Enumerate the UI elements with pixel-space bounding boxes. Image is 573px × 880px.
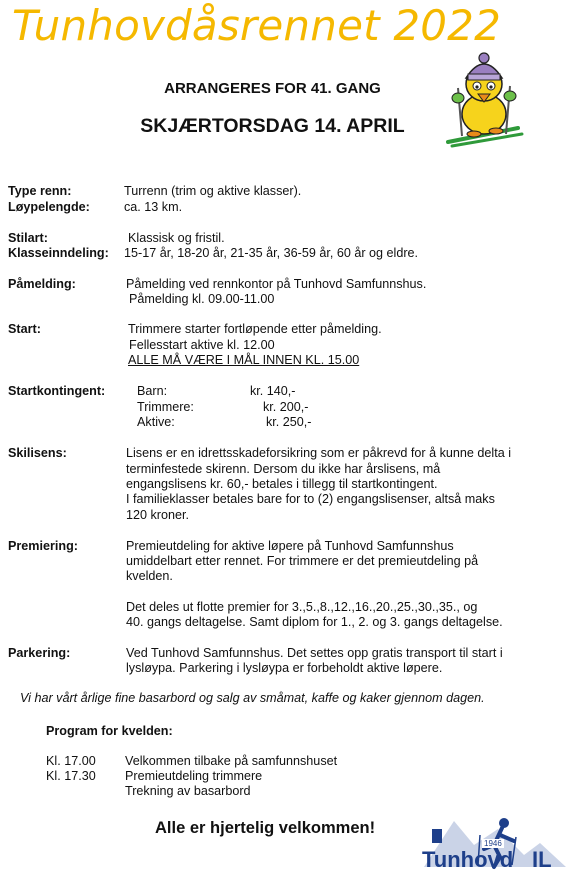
skilisens-line: Lisens er en idrettsskadeforsikring som er påkrevd for å kunne delta i: [126, 446, 512, 460]
loypelengde-value: ca. 13 km.: [124, 200, 183, 214]
closing-text: Alle er hjertelig velkommen!: [155, 819, 376, 837]
program-time: Kl. 17.30: [46, 769, 96, 783]
parkering-line: Ved Tunhovd Samfunnshus. Det settes opp gratis transport til start i: [126, 646, 503, 660]
start-deadline: ALLE MÅ VÆRE I MÅL INNEN KL. 15.00: [128, 353, 360, 367]
type-renn-label: Type renn:: [8, 184, 72, 198]
skilisens-line: I familieklasser betales bare for to (2) engangslisenser, altså maks: [126, 492, 495, 506]
pamelding-line: Påmelding kl. 09.00-11.00: [129, 292, 275, 306]
price-value: kr. 250,-: [266, 415, 312, 429]
price-name: Barn:: [137, 384, 168, 398]
skilisens-label: Skilisens:: [8, 446, 67, 460]
type-renn-value: Turrenn (trim og aktive klasser).: [124, 184, 302, 198]
program-time: Kl. 17.00: [46, 754, 96, 768]
skilisens-line: terminfestede skirenn. Dersom du ikke har årslisens, må: [126, 462, 441, 476]
page-title: Tunhovdåsrennet 2022: [12, 1, 502, 50]
premiering-line: 40. gangs deltagelse. Samt diplom for 1., 2. og 3. gangs deltagelse.: [126, 615, 503, 629]
subtitle-date: SKJÆRTORSDAG 14. APRIL: [140, 115, 405, 137]
logo-suffix: IL: [532, 847, 552, 872]
premiering-line: Det deles ut flotte premier for 3.,5.,8.,12.,16.,20.,25.,30.,35., og: [126, 600, 478, 614]
price-name: Aktive:: [137, 415, 175, 429]
loypelengde-label: Løypelengde:: [8, 200, 90, 214]
stilart-value: Klassisk og fristil.: [128, 231, 225, 245]
program-heading: Program for kvelden:: [46, 724, 173, 738]
stilart-label: Stilart:: [8, 231, 48, 245]
price-name: Trimmere:: [137, 400, 194, 414]
start-line: Trimmere starter fortløpende etter påmelding.: [128, 322, 382, 336]
premiering-label: Premiering:: [8, 539, 78, 553]
parkering-label: Parkering:: [8, 646, 71, 660]
premiering-line: kvelden.: [126, 569, 173, 583]
price-value: kr. 140,-: [250, 384, 296, 398]
logo-name: Tunhovd: [422, 847, 514, 872]
klasse-value: 15-17 år, 18-20 år, 21-35 år, 36-59 år, 60 år og eldre.: [124, 246, 419, 260]
subtitle-gang: ARRANGERES FOR 41. GANG: [164, 80, 381, 97]
pamelding-line: Påmelding ved rennkontor på Tunhovd Samfunnshus.: [126, 277, 427, 291]
ski-chick-mascot-icon: [444, 50, 524, 150]
program-item: Trekning av basarbord: [125, 784, 251, 798]
parkering-line: lysløypa. Parkering i lysløypa er forbeholdt aktive løpere.: [126, 661, 443, 675]
klasse-label: Klasseinndeling:: [8, 246, 109, 260]
price-value: kr. 200,-: [263, 400, 309, 414]
start-label: Start:: [8, 322, 41, 336]
skilisens-line: engangslisens kr. 60,- betales i tillegg til startkontingent.: [126, 477, 438, 491]
premiering-line: Premieutdeling for aktive løpere på Tunhovd Samfunnshus: [126, 539, 454, 553]
program-item: Premieutdeling trimmere: [125, 769, 263, 783]
program-item: Velkommen tilbake på samfunnshuset: [125, 754, 338, 768]
logo-year: 1946: [484, 839, 502, 848]
premiering-line: umiddelbart etter rennet. For trimmere er det premieutdeling på: [126, 554, 479, 568]
basar-text: Vi har vårt årlige fine basarbord og salg av småmat, kaffe og kaker gjennom dagen.: [20, 691, 485, 705]
startkontingent-label: Startkontingent:: [8, 384, 106, 398]
pamelding-label: Påmelding:: [8, 277, 76, 291]
club-logo: [420, 815, 568, 875]
skilisens-line: 120 kroner.: [126, 508, 190, 522]
start-line: Fellesstart aktive kl. 12.00: [129, 338, 275, 352]
